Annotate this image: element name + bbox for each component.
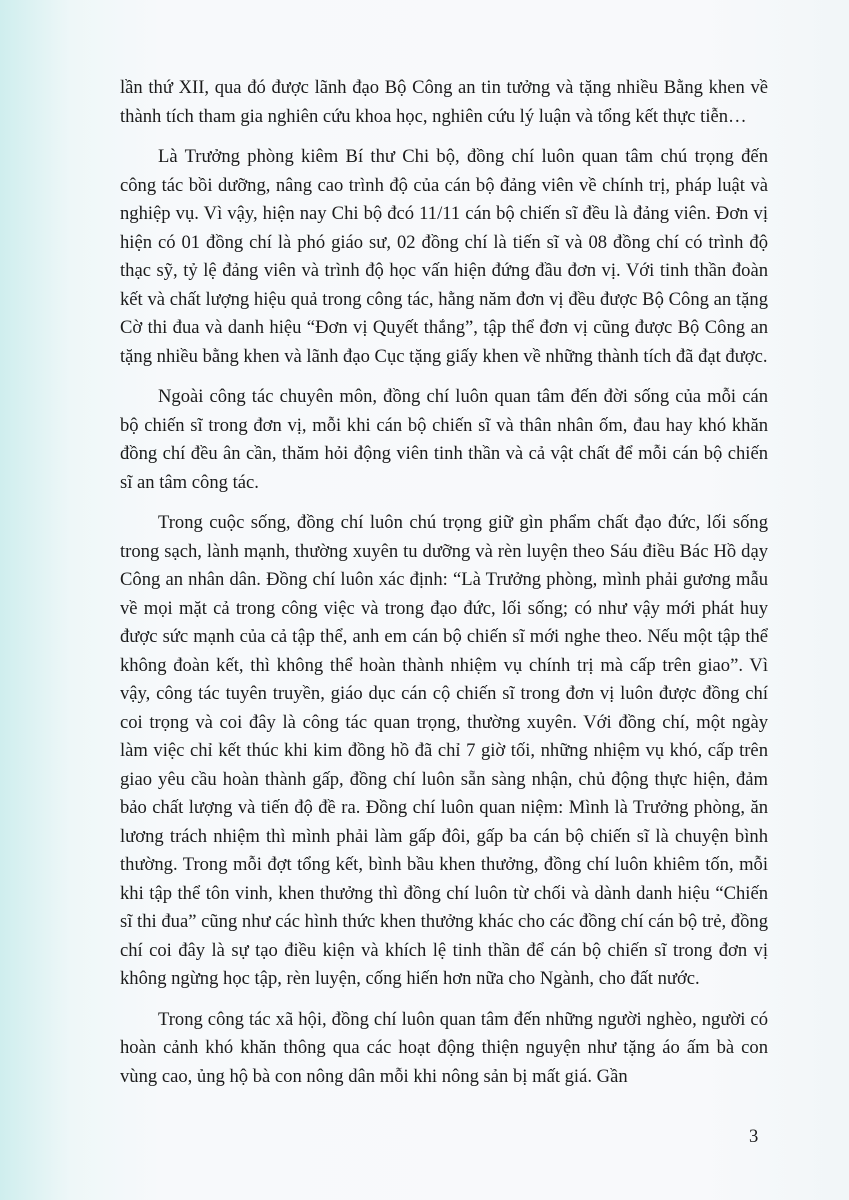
paragraph-4: Trong cuộc sống, đồng chí luôn chú trọng giữ gìn phẩm chất đạo đức, lối sống trong sạch, lành mạnh, thường xuyên tu dưỡng và rèn luyện theo Sáu điều Bác Hồ dạy Công an nhân dân. Đồng chí luôn xác định: “Là Trưởng phòng, mình phải gương mẫu về mọi mặt cả trong công việc và trong đạo đức, lối sống; có như vậy mới phát huy được sức mạnh của cả tập thể, anh em cán bộ chiến sĩ mới nghe theo. Nếu một tập thể không đoàn kết, thì không thể hoàn thành nhiệm vụ chính trị mà cấp trên giao”. Vì vậy, công tác tuyên truyền, giáo dục cán cộ chiến sĩ trong đơn vị luôn được đồng chí coi trọng và coi đây là công tác quan trọng, thường xuyên. Với đồng chí, một ngày làm việc chỉ kết thúc khi kim đồng hồ đã chỉ 7 giờ tối, những nhiệm vụ khó, cấp trên giao yêu cầu hoàn thành gấp, đồng chí luôn sẵn sàng nhận, chủ động thực hiện, đảm bảo chất lượng và tiến độ đề ra. Đồng chí luôn quan niệm: Mình là Trưởng phòng, ăn lương trách nhiệm thì mình phải làm gấp đôi, gấp ba cán bộ chiến sĩ là chuyện bình thường. Trong mỗi đợt tổng kết, bình bầu khen thưởng, đồng chí luôn khiêm tốn, mỗi khi tập thể tôn vinh, khen thưởng thì đồng chí luôn từ chối và dành danh hiệu “Chiến sĩ thi đua” cũng như các hình thức khen thưởng khác cho các đồng chí cán bộ trẻ, đồng chí coi đây là sự tạo điều kiện và khích lệ tinh thần để cán bộ chiến sĩ trong đơn vị không ngừng học tập, rèn luyện, cống hiến hơn nữa cho Ngành, cho đất nước. xyxy=(120,512,768,989)
paragraph-5: Trong công tác xã hội, đồng chí luôn quan tâm đến những người nghèo, người có hoàn cảnh khó khăn thông qua các hoạt động thiện nguyện như tặng áo ấm bà con vùng cao, ủng hộ bà con nông dân mỗi khi nông sản bị mất giá. Gần xyxy=(120,1008,768,1087)
paragraph-2: Là Trưởng phòng kiêm Bí thư Chi bộ, đồng chí luôn quan tâm chú trọng đến công tác bồi dưỡng, nâng cao trình độ của cán bộ đảng viên về chính trị, pháp luật và nghiệp vụ. Vì vậy, hiện nay Chi bộ đcó 11/11 cán bộ chiến sĩ đều là đảng viên. Đơn vị hiện có 01 đồng chí là phó giáo sư, 02 đồng chí là tiến sĩ và 08 đồng chí có trình độ thạc sỹ, tỷ lệ đảng viên và trình độ học vấn hiện đứng đầu đơn vị. Với tinh thần đoàn kết và chất lượng hiệu quả trong công tác, hằng năm đơn vị đều được Bộ Công an tặng Cờ thi đua và danh hiệu “Đơn vị Quyết thắng”, tập thể đơn vị cũng được Bộ Công an tặng nhiều bằng khen và lãnh đạo Cục tặng giấy khen về những thành tích đã đạt được. xyxy=(120,146,768,367)
document-body xyxy=(120,74,768,1103)
paragraph-3: Ngoài công tác chuyên môn, đồng chí luôn quan tâm đến đời sống của mỗi cán bộ chiến sĩ trong đơn vị, mỗi khi cán bộ chiến sĩ và thân nhân ốm, đau hay khó khăn đồng chí đều ân cần, thăm hỏi động viên tinh thần và cả vật chất để mỗi cán bộ chiến sĩ an tâm công tác. xyxy=(120,386,768,493)
paragraph-1: lần thứ XII, qua đó được lãnh đạo Bộ Công an tin tưởng và tặng nhiều Bằng khen về thành tích tham gia nghiên cứu khoa học, nghiên cứu lý luận và tổng kết thực tiễn… xyxy=(120,77,768,127)
page-number: 3 xyxy=(749,1126,759,1147)
